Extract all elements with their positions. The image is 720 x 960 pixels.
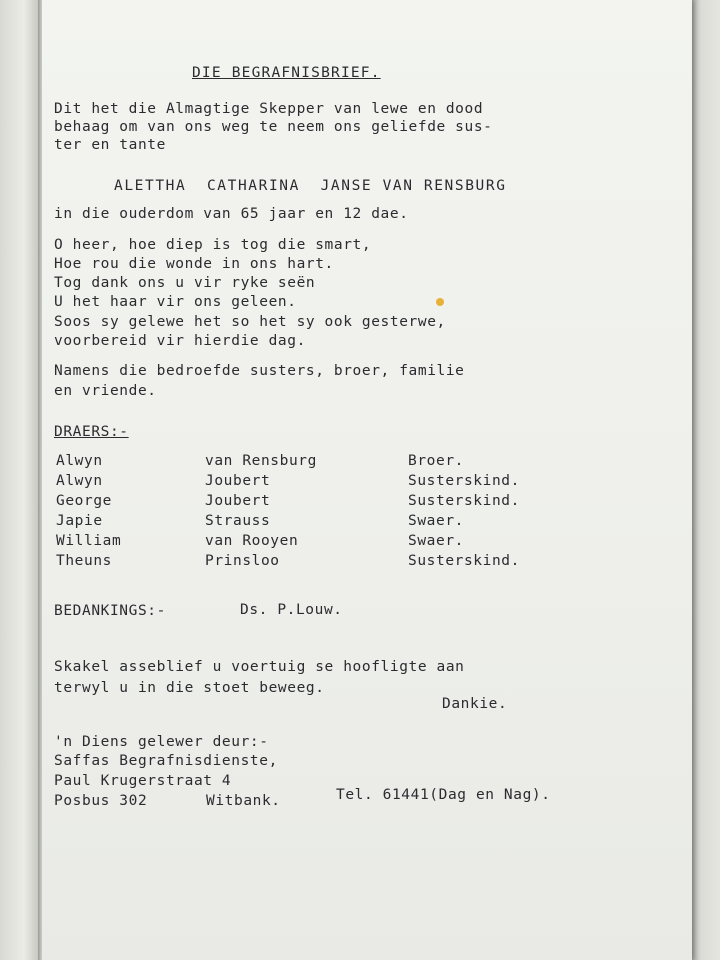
letter-title: DIE BEGRAFNISBRIEF. [192,65,381,81]
poem-line-1: O heer, hoe diep is tog die smart, [54,237,372,253]
funeral-letter-page [42,0,692,960]
pallbearer-first-name: Alwyn [56,473,103,489]
pallbearer-relation: Susterskind. [408,553,520,569]
service-line-2: Saffas Begrafnisdienste, [54,753,278,769]
pallbearer-relation: Swaer. [408,533,464,549]
headlights-note-line-1: Skakel asseblief u voertuig se hoofligte aan [54,659,465,675]
thanks-label: BEDANKINGS:- [54,603,166,619]
pallbearer-relation: Susterskind. [408,493,520,509]
intro-line-1: Dit het die Almagtige Skepper van lewe en dood [54,101,484,117]
poem-line-2: Hoe rou die wonde in ons hart. [54,256,334,272]
service-pobox: Posbus 302 [54,793,148,809]
pallbearer-first-name: William [56,533,122,549]
service-line-1: 'n Diens gelewer deur:- [54,734,269,750]
thanks-name: Ds. P.Louw. [240,602,343,618]
pallbearer-relation: Susterskind. [408,473,520,489]
poem-line-4: U het haar vir ons geleen. [54,294,297,310]
headlights-note-line-2: terwyl u in die stoet beweeg. [54,680,325,696]
service-telephone: Tel. 61441(Dag en Nag). [336,787,551,803]
pallbearers-heading: DRAERS:- [54,424,129,440]
poem-line-6: voorbereid vir hierdie dag. [54,333,306,349]
dankie-text: Dankie. [442,696,508,712]
intro-line-2: behaag om van ons weg te neem ons geliefde sus- [54,119,493,135]
ink-stain [436,298,444,306]
pallbearer-first-name: Theuns [56,553,112,569]
intro-line-3: ter en tante [54,137,166,153]
service-line-3: Paul Krugerstraat 4 [54,773,232,789]
pallbearer-last-name: Joubert [205,493,271,509]
pallbearer-first-name: Japie [56,513,103,529]
mourners-line-2: en vriende. [54,383,157,399]
pallbearer-last-name: Joubert [205,473,271,489]
left-page-edge [0,0,40,960]
pallbearer-last-name: Prinsloo [205,553,280,569]
pallbearer-relation: Broer. [408,453,464,469]
pallbearer-last-name: Strauss [205,513,271,529]
pallbearer-relation: Swaer. [408,513,464,529]
pallbearer-first-name: George [56,493,112,509]
pallbearer-last-name: van Rensburg [205,453,317,469]
mourners-line-1: Namens die bedroefde susters, broer, familie [54,363,465,379]
deceased-name: ALETTHA CATHARINA JANSE VAN RENSBURG [114,178,507,194]
age-line: in die ouderdom van 65 jaar en 12 dae. [54,206,409,222]
background-surface [688,0,720,960]
service-town: Witbank. [206,793,281,809]
pallbearer-last-name: van Rooyen [205,533,299,549]
pallbearer-first-name: Alwyn [56,453,103,469]
poem-line-3: Tog dank ons u vir ryke seën [54,275,316,291]
poem-line-5: Soos sy gelewe het so het sy ook gesterwe, [54,314,446,330]
